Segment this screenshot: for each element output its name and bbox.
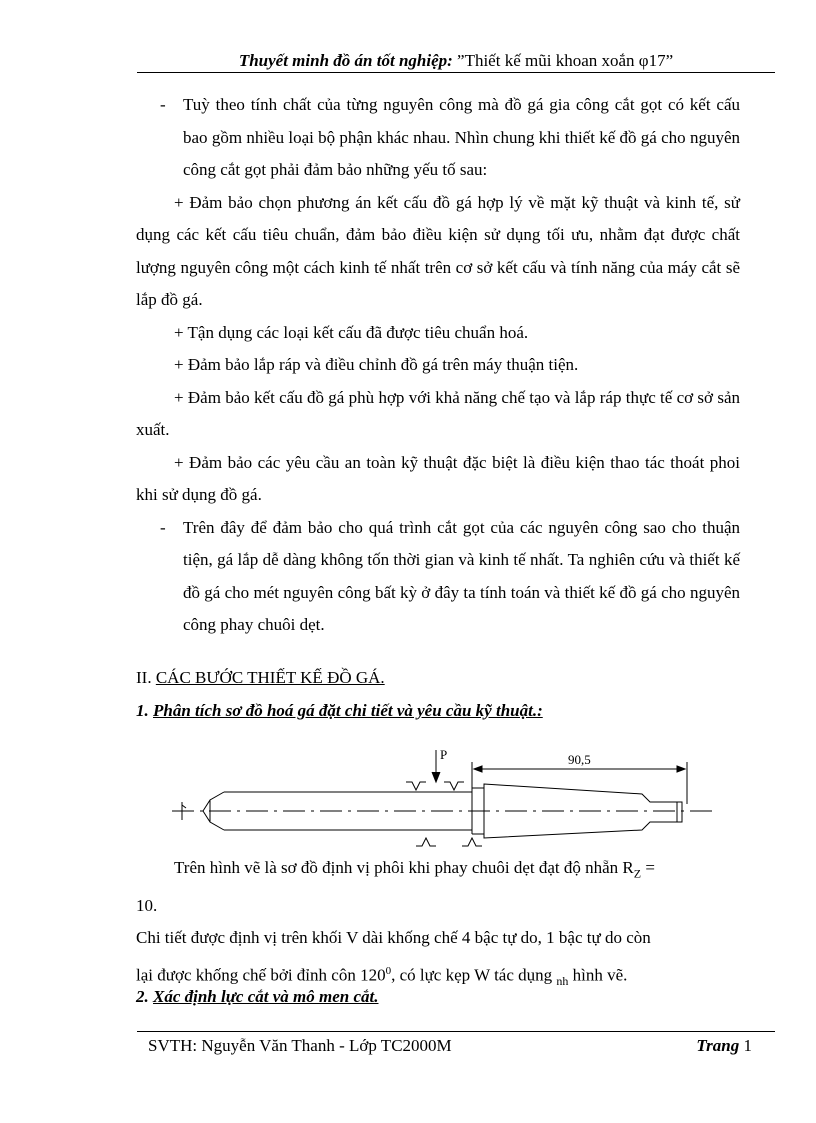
dimension-label: 90,5 [568,752,591,767]
plus-paragraph-1: + Đảm bảo chọn phương án kết cấu đồ gá hợp lý về mặt kỹ thuật và kinh tế, sử dụng các kết cấu tiêu chuẩn, đảm bảo điều kiện sử dụng tối ưu, nhằm đạt được chất lượng nguyên công một cách kinh tế nhất trên cơ sở kết cấu và tính năng của máy cắt sẽ lắp đồ gá. [136,192,740,309]
locating-scheme-diagram [172,742,717,852]
footer-author: SVTH: Nguyễn Văn Thanh - Lớp TC2000M [148,1036,452,1055]
subsection-title: Phân tích sơ đồ hoá gá đặt chi tiết và yêu cầu kỹ thuật.: [153,701,543,720]
center-point-symbol [176,802,188,820]
support-symbol [416,838,436,846]
explanation-line-1 [136,852,740,890]
superscript-degree: 0 [385,964,392,977]
dash-bullet: - [160,95,166,114]
subsection-number: 1. [136,701,149,720]
explanation-line-4-a: lại được khống chế bởi đỉnh côn 120 [136,965,386,985]
header-rule [137,72,775,73]
dash-paragraph-2-text: Trên đây để đảm bảo cho quá trình cắt gọt của các nguyên công sao cho thuận tiện, gá lắp dễ dàng không tốn thời gian và kinh tế nhất. Ta nghiên cứu và thiết kế đồ gá cho mét nguyên công bất kỳ ở đây ta tính toán và thiết kế đồ gá cho nguyên công phay chuôi dẹt. [183,517,740,634]
subsection-title: Xác định lực cắt và mô men cắt. [153,987,379,1006]
explanation-line-1-b: = [641,858,655,877]
page-num: 1 [743,1036,752,1055]
section-number: II. [136,668,152,687]
footer-rule [137,1031,775,1032]
section-heading-2 [136,667,385,689]
subsection-number: 2. [136,987,149,1006]
explanation-line-2: 10. [136,895,158,915]
explanation-line-4-b: , có lực kẹp W tác dụng [391,965,557,985]
v-block-symbol [444,782,464,790]
explanation-line-3: Chi tiết được định vị trên khối V dài khống chế 4 bậc tự do, 1 bậc tự do còn [136,928,651,948]
page-label: Trang [696,1036,740,1055]
subsection-heading-1 [136,700,543,722]
dash-paragraph-1-text: Tuỳ theo tính chất của từng nguyên công mà đồ gá gia công cắt gọt có kết cấu bao gồm nhiều loại bộ phận khác nhau. Nhìn chung khi thiết kế đồ gá cho nguyên công cắt gọt phải đảm bảo những yếu tố sau: [183,95,740,179]
plus-paragraph-5: + Đảm bảo các yêu cầu an toàn kỹ thuật đặc biệt là điều kiện thao tác thoát phoi khi sử dụng đồ gá. [136,452,740,504]
header-title-normal: ”Thiết kế mũi khoan xoắn φ17” [457,51,674,70]
support-symbol [462,838,482,846]
subscript-z: Z [633,866,642,881]
plus-paragraph-4: + Đảm bảo kết cấu đồ gá phù hợp với khả năng chế tạo và lắp ráp thực tế cơ sở sản xuất. [136,387,740,439]
dash-paragraph-1 [136,89,740,187]
explanation-line-4-c: hình vẽ. [568,965,628,985]
page-header [137,50,775,72]
dash-paragraph-2 [136,512,740,642]
explanation-line-1-a: Trên hình vẽ là sơ đồ định vị phôi khi phay chuôi dẹt đạt độ nhẵn R [174,858,634,877]
body-text [136,89,740,642]
page-footer [148,1036,752,1056]
plus-paragraph-2: + Tận dụng các loại kết cấu đã được tiêu chuẩn hoá. [174,322,529,342]
force-label: P [440,747,448,762]
section-title: CÁC BƯỚC THIẾT KẾ ĐỒ GÁ. [155,668,385,687]
v-block-symbol [406,782,426,790]
header-title-bold: Thuyết minh đồ án tốt nghiệp: [238,51,453,70]
plus-paragraph-3: + Đảm bảo lắp ráp và điều chỉnh đồ gá trên máy thuận tiện. [174,355,579,374]
subsection-heading-2 [136,986,379,1008]
explanation-text [136,852,740,997]
subscript-nh: nh [556,973,569,988]
dash-bullet: - [160,517,166,537]
page-number [696,1036,752,1056]
